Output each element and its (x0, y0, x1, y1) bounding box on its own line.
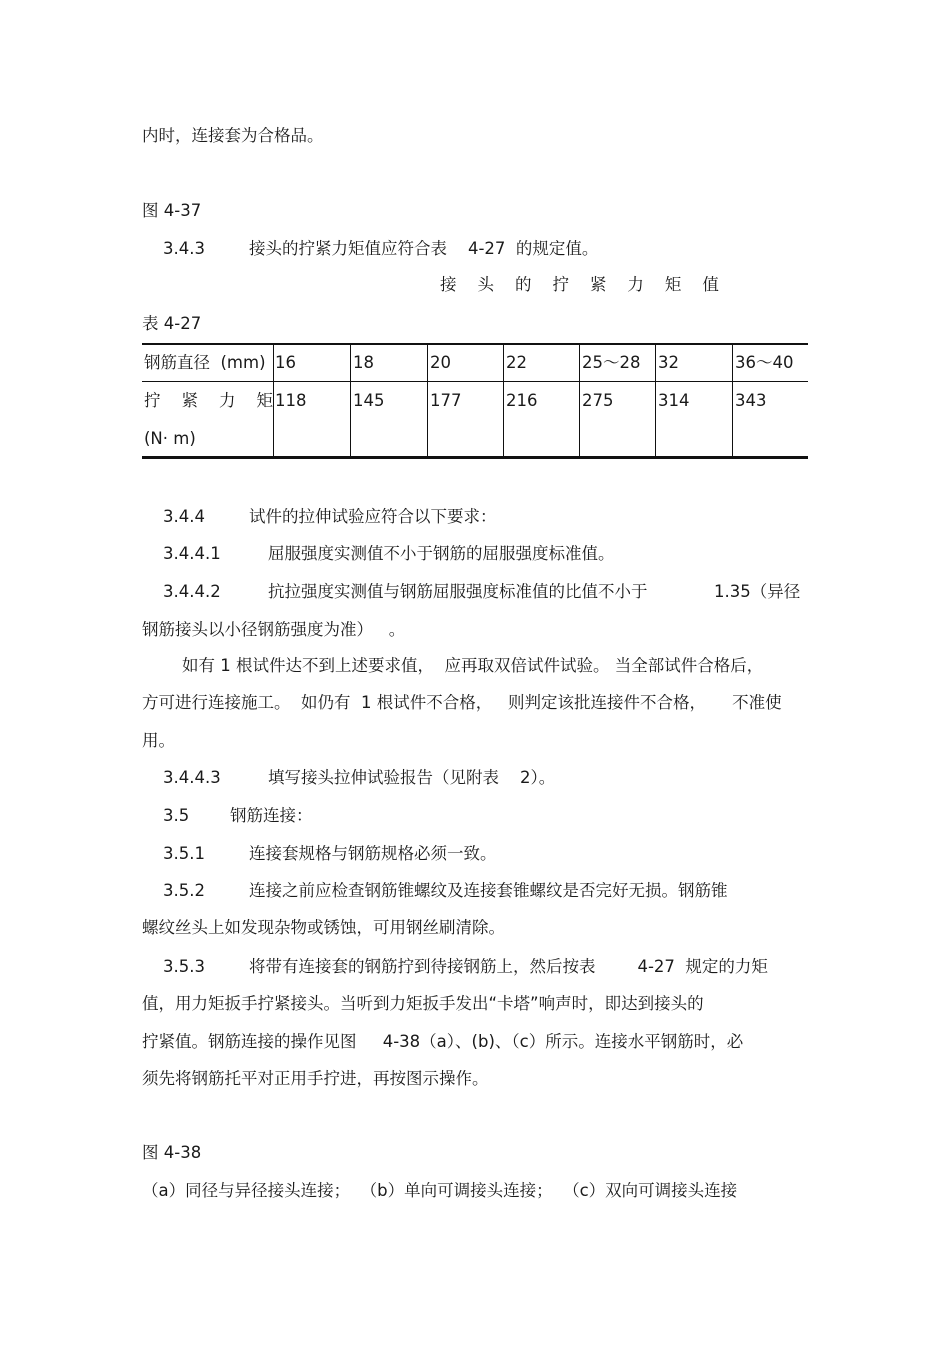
section-number: 3.4.4 (163, 507, 205, 526)
section-number: 3.5.1 (163, 844, 205, 863)
paragraph-line: 用。 (142, 731, 175, 750)
section-text: 钢筋连接： (230, 806, 313, 825)
table-column-divider (350, 343, 351, 457)
table-cell-diameter: 16 (275, 353, 296, 372)
paragraph-line: 螺纹丝头上如发现杂物或锈蚀，可用钢丝刷清除。 (142, 918, 505, 937)
section-number: 3.4.3 (163, 239, 205, 258)
paragraph-line: 方可进行连接施工。 如仍有 1 根试件不合格， 则判定该批连接件不合格， 不准使 (142, 693, 782, 712)
table-mid-rule (142, 381, 808, 382)
row-header-diameter: 钢筋直径 (mm) (144, 353, 266, 372)
table-cell-torque: 314 (658, 391, 690, 410)
row-header-torque-unit: (N· m) (144, 429, 196, 448)
table-column-divider (732, 343, 733, 457)
section-number: 3.4.4.3 (163, 768, 221, 787)
paragraph-line: 值，用力矩扳手拧紧接头。当听到力矩扳手发出“卡塔”响声时，即达到接头的 (142, 994, 704, 1013)
table-cell-torque: 343 (735, 391, 767, 410)
table-cell-torque: 118 (275, 391, 307, 410)
table-cell-diameter: 18 (353, 353, 374, 372)
row-header-torque: 拧 紧 力 矩 (144, 391, 273, 410)
figure-caption: （a）同径与异径接头连接； （b）单向可调接头连接； （c）双向可调接头连接 (142, 1181, 738, 1200)
table-cell-torque: 145 (353, 391, 385, 410)
paragraph-line: 内时，连接套为合格品。 (142, 126, 324, 145)
section-number: 3.4.4.2 (163, 582, 221, 601)
table-column-divider (273, 343, 274, 457)
table-cell-diameter: 32 (658, 353, 679, 372)
table-top-rule (142, 343, 808, 345)
section-number: 3.5.2 (163, 881, 205, 900)
section-number: 3.5 (163, 806, 190, 825)
table-cell-diameter: 36～40 (735, 353, 794, 372)
table-bottom-rule (142, 456, 808, 459)
section-text: 将带有连接套的钢筋拧到待接钢筋上，然后按表 4-27 规定的力矩 (249, 957, 768, 976)
table-cell-diameter: 25～28 (582, 353, 641, 372)
section-text: 填写接头拉伸试验报告（见附表 2）。 (268, 768, 556, 787)
table-column-divider (427, 343, 428, 457)
figure-label-4-37: 图 4-37 (142, 201, 202, 220)
table-title: 接 头 的 拧 紧 力 矩 值 (440, 275, 719, 294)
section-text: 试件的拉伸试验应符合以下要求： (249, 507, 497, 526)
table-column-divider (503, 343, 504, 457)
section-text: 屈服强度实测值不小于钢筋的屈服强度标准值。 (268, 544, 615, 563)
table-column-divider (579, 343, 580, 457)
table-cell-torque: 275 (582, 391, 614, 410)
table-cell-torque: 177 (430, 391, 462, 410)
section-text: 连接之前应检查钢筋锥螺纹及连接套锥螺纹是否完好无损。钢筋锥 (249, 881, 728, 900)
paragraph-line: 拧紧值。钢筋连接的操作见图 4-38（a）、(b)、（c）所示。连接水平钢筋时，必 (142, 1032, 744, 1051)
section-number: 3.5.3 (163, 957, 205, 976)
paragraph-line: 如有 1 根试件达不到上述要求值， 应再取双倍试件试验。 当全部试件合格后， (182, 656, 764, 675)
section-text-value: 1.35（异径 (714, 582, 801, 601)
section-text: 接头的拧紧力矩值应符合表 4-27 的规定值。 (249, 239, 599, 258)
section-text: 抗拉强度实测值与钢筋屈服强度标准值的比值不小于 (268, 582, 648, 601)
figure-label-4-38: 图 4-38 (142, 1143, 202, 1162)
table-cell-torque: 216 (506, 391, 538, 410)
section-number: 3.4.4.1 (163, 544, 221, 563)
table-cell-diameter: 22 (506, 353, 527, 372)
table-cell-diameter: 20 (430, 353, 451, 372)
table-column-divider (655, 343, 656, 457)
paragraph-line: 钢筋接头以小径钢筋强度为准） 。 (142, 620, 406, 639)
paragraph-line: 须先将钢筋托平对正用手拧进，再按图示操作。 (142, 1069, 489, 1088)
section-text: 连接套规格与钢筋规格必须一致。 (249, 844, 497, 863)
table-number: 表 4-27 (142, 314, 202, 333)
